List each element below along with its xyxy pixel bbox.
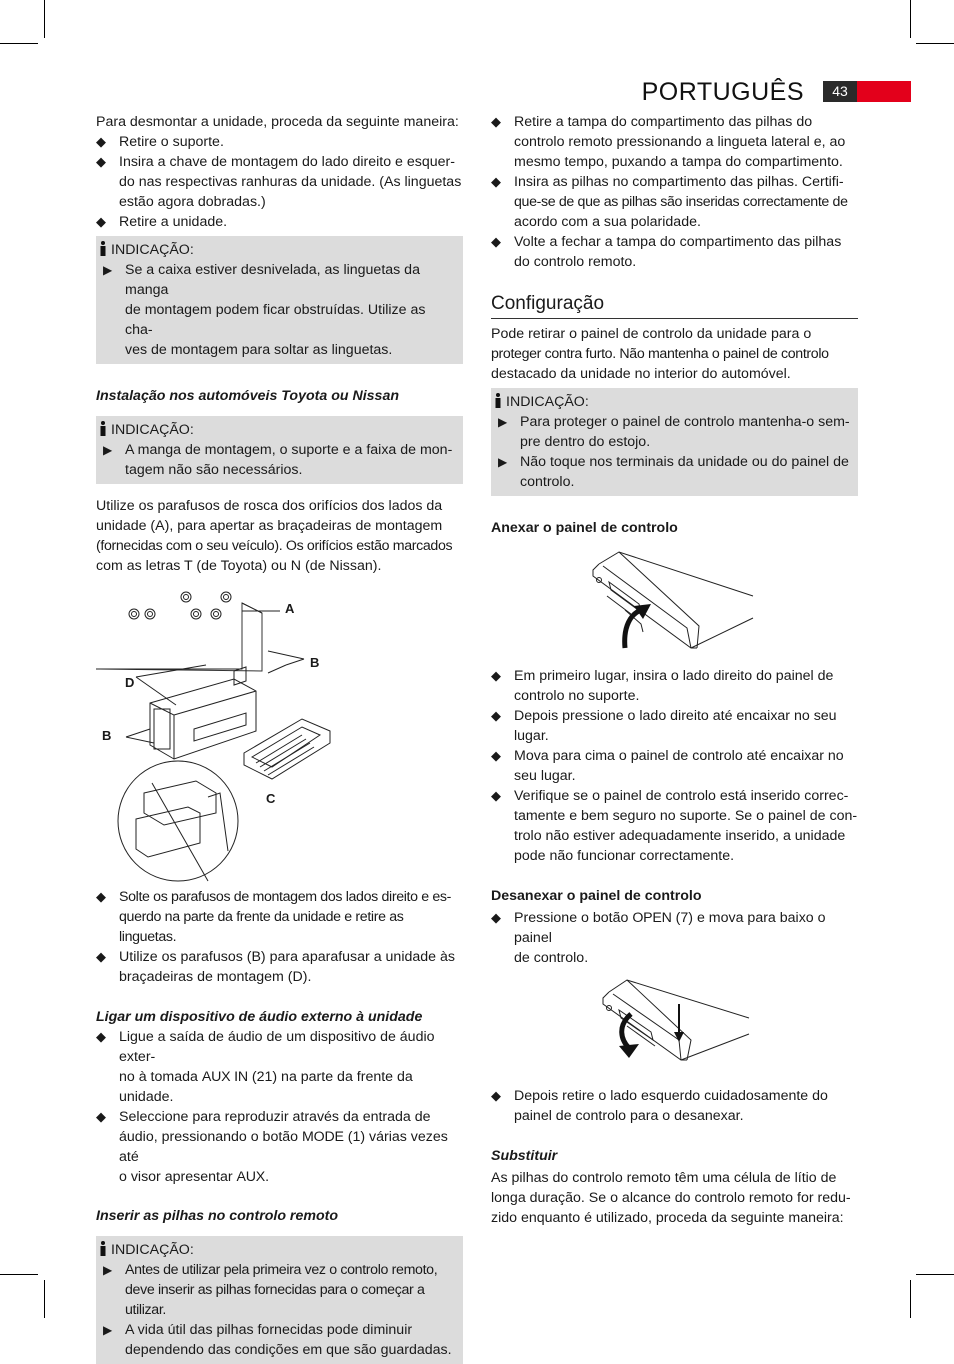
info-icon	[99, 421, 107, 436]
figure-label-a: A	[285, 601, 295, 616]
left-column	[96, 112, 463, 1364]
diamond-bullet-icon: ◆	[491, 234, 501, 249]
language-title: PORTUGUÊS	[641, 78, 804, 106]
note-heading: INDICAÇÃO:	[96, 1240, 455, 1260]
diamond-bullet-icon: ◆	[96, 889, 106, 904]
diamond-bullet-icon: ◆	[96, 1109, 106, 1124]
list-item: ▶ A vida útil das pilhas fornecidas pode diminuir dependendo das condições em que são guardadas.	[103, 1322, 452, 1358]
arrow-bullet-icon: ▶	[498, 455, 508, 469]
list-item: ◆ Verifique se o painel de controlo está inserido correc- tamente e bem seguro no suporte. Se o painel de con- trolo não estiver adequadamente inserido, a unidade pode não funcionar correctamente.	[491, 788, 858, 864]
list-item: ◆ Depois pressione o lado direito até encaixar no seu lugar.	[491, 708, 837, 744]
note-box	[96, 236, 463, 364]
diamond-bullet-icon: ◆	[96, 214, 106, 229]
diamond-bullet-icon: ◆	[96, 134, 106, 149]
info-icon	[494, 393, 502, 408]
crop-mark	[0, 43, 38, 44]
figure-label-b: B	[310, 655, 320, 670]
diamond-bullet-icon: ◆	[96, 949, 106, 964]
diamond-bullet-icon: ◆	[491, 1088, 501, 1103]
list-item: ◆ Insira a chave de montagem do lado direito e esquer- do nas respectivas ranhuras da unidade. (As linguetas estão agora dobradas.)	[96, 154, 462, 210]
list-item: ◆ Em primeiro lugar, insira o lado direito do painel de controlo no suporte.	[491, 668, 834, 704]
mounting-diagram-drawing	[96, 581, 463, 887]
intro-text: Para desmontar a unidade, proceda da seguinte maneira:	[96, 114, 459, 130]
list-item: ▶ Para proteger o painel de controlo mantenha-o sem- pre dentro do estojo.	[498, 414, 850, 450]
figure-label-b: B	[102, 728, 112, 743]
list-item: ◆ Solte os parafusos de montagem dos lados direito e es- querdo na parte da frente da unidade e retire as linguetas.	[96, 889, 452, 945]
info-icon	[99, 241, 107, 256]
section-heading: Desanexar o painel de controlo	[491, 888, 702, 904]
list-item: ▶ Não toque nos terminais da unidade ou do painel de controlo.	[498, 454, 849, 490]
crop-mark	[910, 1280, 911, 1318]
crop-mark	[0, 1274, 38, 1275]
crop-mark	[44, 0, 45, 38]
diamond-bullet-icon: ◆	[491, 174, 501, 189]
list-item: ▶ Se a caixa estiver desnivelada, as linguetas da manga de montagem podem ficar obstruídas. Utilize as cha- ves de montagem para soltar as linguetas.	[103, 262, 426, 358]
arrow-bullet-icon: ▶	[498, 415, 508, 429]
paragraph: As pilhas do controlo remoto têm uma célula de lítio de longa duração. Se o alcance do controlo remoto for redu- zido enquanto é utilizado, proceda da seguinte maneira:	[491, 1170, 851, 1226]
list-item: ▶ A manga de montagem, o suporte e a faixa de mon- tagem não são necessários.	[103, 442, 453, 478]
crop-mark	[44, 1280, 45, 1318]
crop-mark	[916, 43, 954, 44]
section-heading: Anexar o painel de controlo	[491, 520, 678, 536]
diamond-bullet-icon: ◆	[491, 668, 501, 683]
diamond-bullet-icon: ◆	[491, 114, 501, 129]
section-heading: Substituir	[491, 1148, 558, 1164]
right-column	[491, 112, 858, 1228]
attach-panel-drawing	[491, 540, 858, 660]
note-heading: INDICAÇÃO:	[96, 420, 455, 440]
note-heading: INDICAÇÃO:	[491, 392, 850, 412]
section-heading: Inserir as pilhas no controlo remoto	[96, 1208, 339, 1224]
section-heading: Ligar um dispositivo de áudio externo à unidade	[96, 1009, 423, 1025]
accent-bar	[857, 81, 911, 102]
diamond-bullet-icon: ◆	[491, 910, 501, 925]
note-heading: INDICAÇÃO:	[96, 240, 455, 260]
arrow-bullet-icon: ▶	[103, 1263, 113, 1277]
diamond-bullet-icon: ◆	[96, 1029, 106, 1044]
section-heading: Configuração	[491, 292, 858, 319]
list-item: ◆ Ligue a saída de áudio de um dispositivo de áudio exter- no à tomada AUX IN (21) na parte da frente da unidade.	[96, 1029, 435, 1105]
list-item: ◆ Depois retire o lado esquerdo cuidadosamente do painel de controlo para o desanexar.	[491, 1088, 828, 1124]
diamond-bullet-icon: ◆	[491, 708, 501, 723]
list-item: ◆ Utilize os parafusos (B) para aparafusar a unidade às braçadeiras de montagem (D).	[96, 949, 455, 985]
list-item: ◆ Insira as pilhas no compartimento das pilhas. Certifi- que-se de que as pilhas são inseridas correctamente de acordo com a sua polaridade.	[491, 174, 848, 230]
arrow-bullet-icon: ▶	[103, 443, 113, 457]
note-box	[491, 388, 858, 496]
list-item: ◆ Pressione o botão OPEN (7) e mova para baixo o painel de controlo.	[491, 910, 826, 966]
crop-mark	[916, 1274, 954, 1275]
section-heading: Instalação nos automóveis Toyota ou Nissan	[96, 388, 400, 404]
list-item: ◆ Seleccione para reproduzir através da entrada de áudio, pressionando o botão MODE (1) várias vezes até o visor apresentar AUX.	[96, 1109, 448, 1185]
figure-label-c: C	[266, 791, 276, 806]
detach-panel-drawing	[491, 974, 858, 1084]
diamond-bullet-icon: ◆	[96, 154, 106, 169]
attach-panel-diagram	[491, 540, 858, 660]
page-number: 43	[823, 81, 857, 102]
note-box	[96, 1236, 463, 1364]
diamond-bullet-icon: ◆	[491, 788, 501, 803]
arrow-bullet-icon: ▶	[103, 263, 113, 277]
figure-label-d: D	[125, 675, 135, 690]
list-item: ◆ Retire o suporte.	[96, 134, 224, 150]
list-item: ◆ Mova para cima o painel de controlo até encaixar no seu lugar.	[491, 748, 844, 784]
crop-mark	[910, 0, 911, 38]
paragraph: Utilize os parafusos de rosca dos orifícios dos lados da unidade (A), para apertar as braçadeiras de montagem (fornecidas com o seu veículo). Os orifícios estão marcados com as letras T (de Toyota) ou N (de Nissan).	[96, 498, 453, 574]
paragraph: Pode retirar o painel de controlo da unidade para o proteger contra furto. Não mantenha o painel de controlo destacado da unidade no interior do automóvel.	[491, 326, 829, 382]
diamond-bullet-icon: ◆	[491, 748, 501, 763]
info-icon	[99, 1241, 107, 1256]
mounting-diagram	[96, 581, 463, 887]
note-box	[96, 416, 463, 484]
arrow-bullet-icon: ▶	[103, 1323, 113, 1337]
list-item: ▶ Antes de utilizar pela primeira vez o controlo remoto, deve inserir as pilhas fornecidas para o começar a utilizar.	[103, 1262, 438, 1318]
list-item: ◆ Volte a fechar a tampa do compartimento das pilhas do controlo remoto.	[491, 234, 842, 270]
list-item: ◆ Retire a unidade.	[96, 214, 228, 230]
list-item: ◆ Retire a tampa do compartimento das pilhas do controlo remoto pressionando a lingueta lateral e, ao mesmo tempo, puxando a tampa do compartimento.	[491, 114, 846, 170]
detach-panel-diagram	[491, 974, 858, 1084]
